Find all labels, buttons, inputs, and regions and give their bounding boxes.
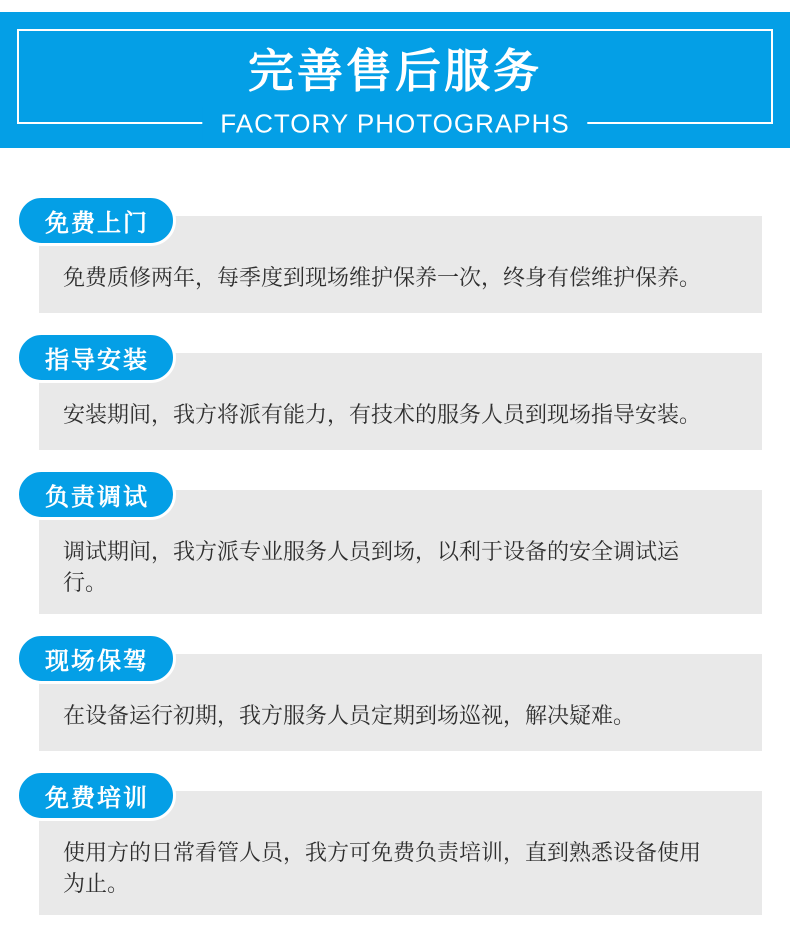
service-label-pill (16, 195, 176, 246)
service-label: 指导安装 (45, 347, 149, 374)
service-section-free-training (39, 785, 762, 915)
service-label: 负责调试 (45, 484, 149, 511)
service-label-pill (16, 633, 176, 684)
banner (0, 12, 790, 148)
service-label-pill (16, 770, 176, 821)
page (0, 12, 790, 946)
service-label-pill (16, 469, 176, 520)
service-section-onsite-escort (39, 648, 762, 751)
banner-subtitle: FACTORY PHOTOGRAPHS (202, 107, 587, 142)
service-label: 免费培训 (45, 785, 149, 812)
service-section-free-visit (39, 210, 762, 313)
service-description: 在设备运行初期，我方服务人员定期到场巡视，解决疑难。 (63, 703, 636, 728)
banner-frame (17, 29, 773, 139)
service-description: 免费质修两年，每季度到现场维护保养一次，终身有偿维护保养。 (63, 265, 702, 290)
service-label: 现场保驾 (45, 648, 149, 675)
service-section-debugging (39, 484, 762, 614)
service-sections (0, 148, 790, 915)
service-label: 免费上门 (45, 210, 149, 237)
service-label-pill (16, 332, 176, 383)
page-title: 完善售后服务 (248, 44, 542, 97)
service-section-install-guide (39, 347, 762, 450)
service-description: 调试期间，我方派专业服务人员到场，以利于设备的安全调试运行。 (63, 539, 680, 595)
service-description: 安装期间，我方将派有能力，有技术的服务人员到现场指导安装。 (63, 402, 702, 427)
service-description: 使用方的日常看管人员，我方可免费负责培训，直到熟悉设备使用为止。 (63, 840, 702, 896)
